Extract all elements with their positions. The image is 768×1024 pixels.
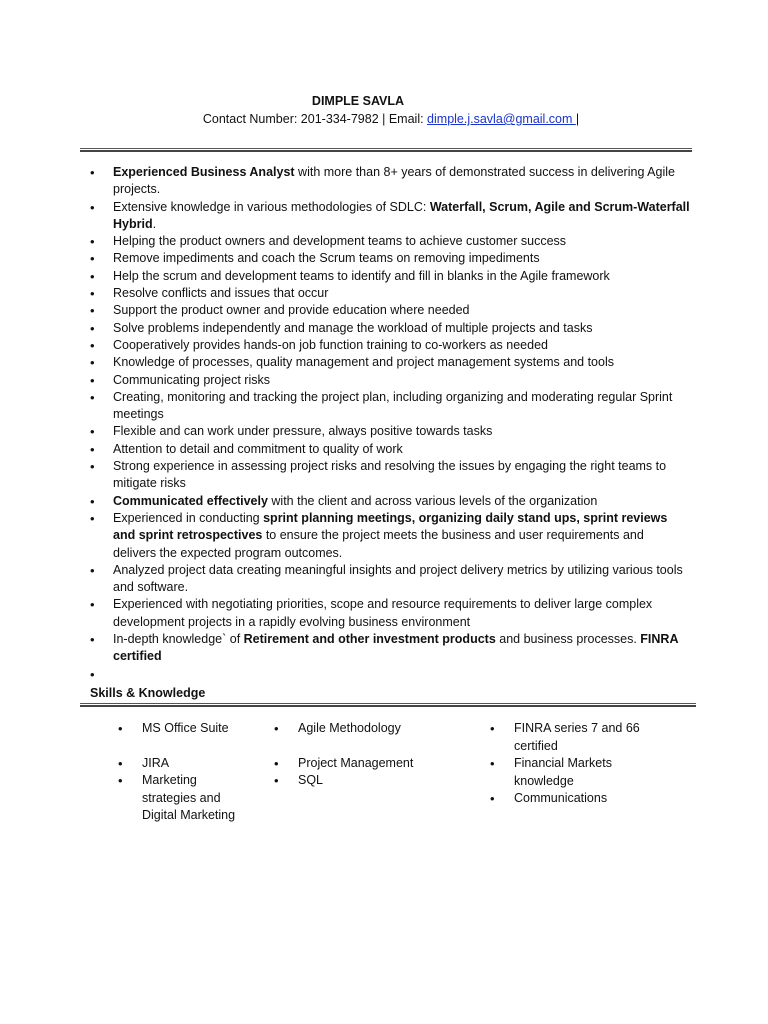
- contact-suffix: |: [575, 112, 580, 126]
- skill-item: • Project Management: [274, 755, 434, 773]
- summary-text: with more than 8+ years of demonstrated success in delivering Agile projects.: [113, 165, 675, 197]
- summary-bold-text: Retirement and other investment products: [243, 632, 496, 647]
- summary-item: [90, 302, 690, 319]
- summary-bold-text: Communicated effectively: [113, 493, 268, 508]
- skill-item: • Agile Methodology: [274, 720, 434, 738]
- skill-item: • Financial Markets knowledge: [490, 755, 640, 790]
- summary-item: [90, 268, 690, 285]
- summary-text: to ensure the project meets the business and user requirements and delivers the expected program outcomes.: [113, 528, 644, 560]
- summary-text: and business processes.: [495, 632, 641, 647]
- summary-item: [90, 354, 690, 371]
- summary-item: [90, 441, 690, 458]
- skills-rule-thick: [80, 705, 696, 707]
- summary-text: Cooperatively provides hands-on job function training to co-workers as needed: [113, 337, 548, 352]
- summary-text: Extensive knowledge in various methodologies of SDLC:: [113, 199, 430, 214]
- summary-text: Knowledge of processes, quality management and project management systems and tools: [113, 355, 614, 370]
- contact-line: [0, 112, 768, 126]
- summary-text: Experienced with negotiating priorities, scope and resource requirements to deliver large complex development projects in a rapidly evolving business environment: [113, 597, 653, 629]
- summary-text: Remove impediments and coach the Scrum teams on removing impediments: [113, 251, 540, 266]
- skill-item: • FINRA series 7 and 66 certified: [490, 720, 640, 755]
- header-rule-thin: [80, 148, 692, 149]
- summary-text: Help the scrum and development teams to identify and fill in blanks in the Agile framework: [113, 268, 610, 283]
- summary-bold-text: Experienced Business Analyst: [113, 165, 295, 179]
- contact-number: Contact Number: 201-334-7982 | Email:: [202, 112, 428, 126]
- summary-text: Analyzed project data creating meaningful insights and project delivery metrics by utilizing various tools and software.: [113, 562, 683, 595]
- summary-text: Support the product owner and provide education where needed: [113, 303, 470, 318]
- summary-text: Helping the product owners and development teams to achieve customer success: [113, 234, 567, 249]
- summary-bold-text: FINRA certified: [113, 632, 679, 664]
- header-rule-thick: [80, 150, 692, 152]
- summary-item: [90, 423, 690, 440]
- skill-item: • Marketing strategies and Digital Marketing: [118, 772, 238, 825]
- summary-list: [90, 164, 690, 683]
- summary-item: [90, 666, 690, 683]
- summary-text: Resolve conflicts and issues that occur: [113, 286, 329, 301]
- summary-item: [90, 372, 690, 389]
- summary-text: with the client and across various levels of the organization: [267, 493, 598, 508]
- summary-text: Creating, monitoring and tracking the project plan, including organizing and moderating regular Sprint meetings: [113, 389, 673, 422]
- summary-text: Solve problems independently and manage the workload of multiple projects and tasks: [113, 320, 593, 335]
- summary-text: .: [152, 216, 157, 231]
- summary-item: [90, 250, 690, 267]
- candidate-name: DIMPLE SAVLA: [311, 94, 405, 108]
- summary-text: Experienced in conducting: [113, 510, 264, 525]
- summary-text: Attention to detail and commitment to quality of work: [113, 441, 403, 456]
- summary-item: [90, 562, 690, 597]
- summary-item: [90, 164, 690, 199]
- skill-item: • JIRA: [118, 755, 238, 773]
- summary-item: [90, 337, 690, 354]
- skills-column-1: [118, 720, 238, 825]
- summary-item: [90, 458, 690, 493]
- email-link[interactable]: dimple.j.savla@gmail.com: [427, 112, 576, 126]
- summary-item: [90, 389, 690, 424]
- summary-item: [90, 199, 690, 234]
- skill-item: • SQL: [274, 772, 434, 790]
- summary-item: [90, 510, 690, 562]
- summary-item: [90, 320, 690, 337]
- skills-column-2: [274, 720, 434, 790]
- summary-item: [90, 596, 690, 631]
- skill-item: • Communications: [490, 790, 640, 808]
- skills-column-3: [490, 720, 640, 808]
- summary-item: [90, 631, 690, 666]
- summary-text: In-depth knowledge` of: [113, 632, 244, 647]
- summary-text: Communicating project risks: [113, 372, 270, 387]
- summary-text: Strong experience in assessing project risks and resolving the issues by engaging the right teams to mitigate risks: [113, 459, 667, 491]
- summary-text: Flexible and can work under pressure, always positive towards tasks: [113, 424, 493, 439]
- skills-heading: Skills & Knowledge: [90, 686, 206, 700]
- summary-bold-text: Waterfall, Scrum, Agile and Scrum-Waterfall Hybrid: [113, 199, 690, 231]
- skill-item: • MS Office Suite: [118, 720, 238, 738]
- summary-item: [90, 285, 690, 302]
- summary-item: [90, 233, 690, 250]
- skills-rule-thin: [80, 703, 696, 704]
- summary-item: [90, 493, 690, 510]
- summary-bold-text: sprint planning meetings, organizing daily stand ups, sprint reviews and sprint retrospectives: [113, 510, 668, 543]
